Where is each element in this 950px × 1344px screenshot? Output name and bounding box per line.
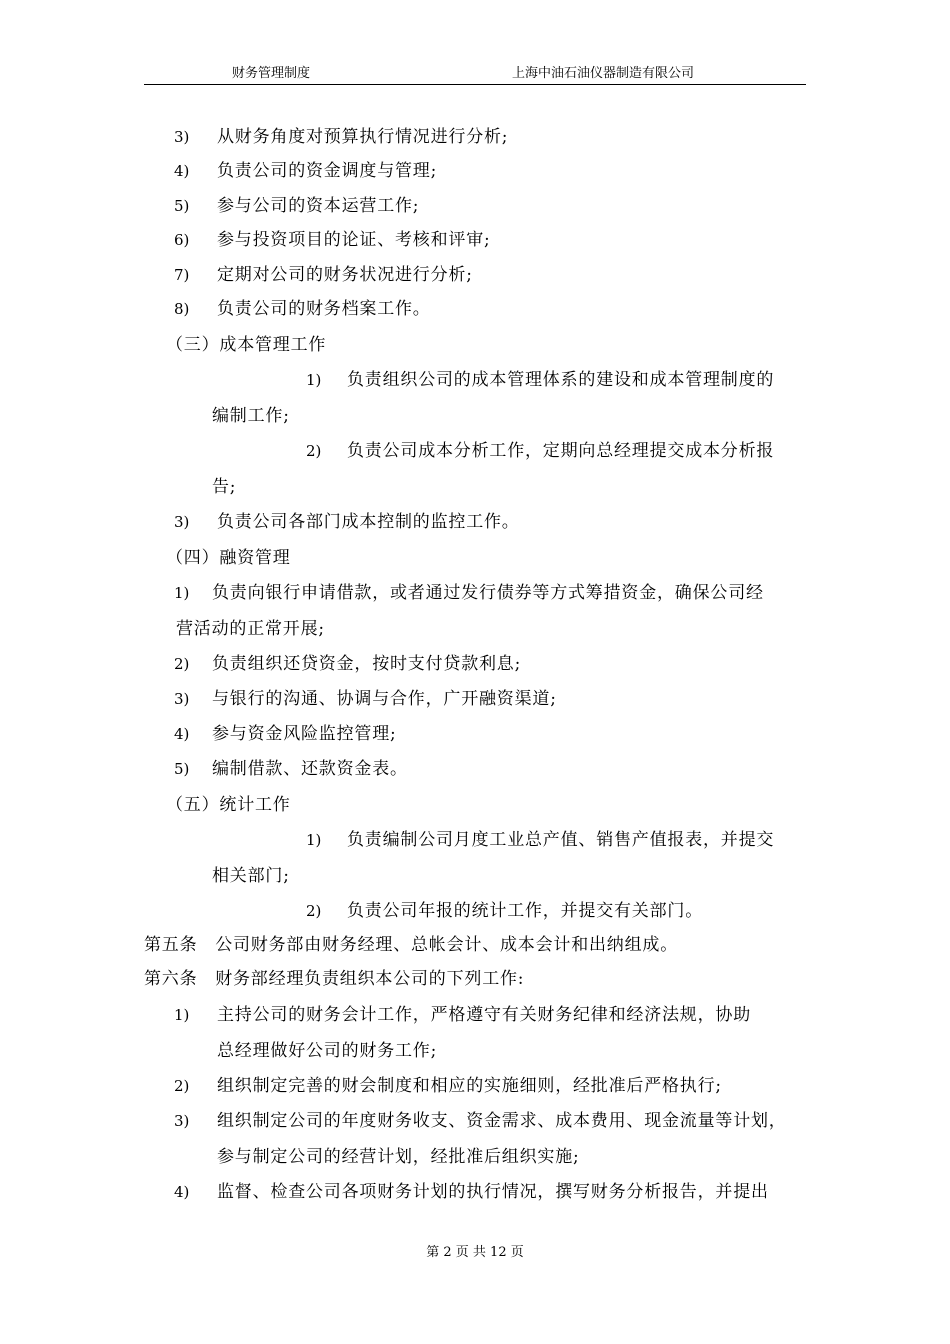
list-item: 负责编制公司月度工业总产值、销售产值报表，并提交 xyxy=(347,830,775,850)
list-item: 参与公司的资本运营工作; xyxy=(217,196,420,216)
article-5: 第五条 公司财务部由财务经理、总帐会计、成本会计和出纳组成。 xyxy=(144,935,678,955)
list-number: 1) xyxy=(174,1006,190,1024)
list-item: 负责公司各部门成本控制的监控工作。 xyxy=(217,512,520,532)
section-heading: （三）成本管理工作 xyxy=(166,335,327,355)
list-item-continuation: 告; xyxy=(212,477,237,497)
list-item: 负责公司年报的统计工作，并提交有关部门。 xyxy=(347,901,703,921)
header-rule xyxy=(144,84,806,85)
list-number: 1) xyxy=(306,831,322,849)
list-item: 负责向银行申请借款，或者通过发行债券等方式筹措资金，确保公司经 xyxy=(212,583,764,603)
article-6: 第六条 财务部经理负责组织本公司的下列工作: xyxy=(144,969,525,989)
list-item: 参与投资项目的论证、考核和评审; xyxy=(217,230,491,250)
list-number: 7) xyxy=(174,266,190,284)
list-item: 定期对公司的财务状况进行分析; xyxy=(217,265,473,285)
list-item: 从财务角度对预算执行情况进行分析; xyxy=(217,127,509,147)
list-number: 3) xyxy=(174,1112,190,1130)
list-number: 5) xyxy=(174,197,190,215)
list-item: 负责组织公司的成本管理体系的建设和成本管理制度的 xyxy=(347,370,775,390)
list-number: 4) xyxy=(174,1183,190,1201)
list-number: 2) xyxy=(174,1077,190,1095)
list-item: 负责公司的资金调度与管理; xyxy=(217,161,438,181)
list-item: 编制借款、还款资金表。 xyxy=(212,759,408,779)
list-number: 3) xyxy=(174,513,190,531)
list-number: 2) xyxy=(306,442,322,460)
header-company-name: 上海中油石油仪器制造有限公司 xyxy=(512,66,695,81)
list-number: 6) xyxy=(174,231,190,249)
list-item: 监督、检查公司各项财务计划的执行情况，撰写财务分析报告，并提出 xyxy=(217,1182,769,1202)
page-number: 第 2 页 共 12 页 xyxy=(426,1245,524,1260)
list-item: 与银行的沟通、协调与合作，广开融资渠道; xyxy=(212,689,557,709)
list-number: 2) xyxy=(174,655,190,673)
section-heading: （五）统计工作 xyxy=(166,795,291,815)
list-number: 4) xyxy=(174,725,190,743)
list-number: 3) xyxy=(174,690,190,708)
list-item: 主持公司的财务会计工作，严格遵守有关财务纪律和经济法规，协助 xyxy=(217,1005,751,1025)
list-number: 1) xyxy=(306,371,322,389)
list-item-continuation: 相关部门; xyxy=(212,866,290,886)
list-number: 3) xyxy=(174,128,190,146)
list-number: 1) xyxy=(174,584,190,602)
list-number: 4) xyxy=(174,162,190,180)
header-doc-title: 财务管理制度 xyxy=(232,66,311,81)
list-item-continuation: 编制工作; xyxy=(212,406,290,426)
section-heading: （四）融资管理 xyxy=(166,548,291,568)
list-item-continuation: 参与制定公司的经营计划，经批准后组织实施; xyxy=(217,1147,580,1167)
list-item: 负责公司成本分析工作，定期向总经理提交成本分析报 xyxy=(347,441,775,461)
list-item: 参与资金风险监控管理; xyxy=(212,724,397,744)
list-number: 5) xyxy=(174,760,190,778)
list-item: 负责组织还贷资金，按时支付贷款利息; xyxy=(212,654,522,674)
list-item-continuation: 总经理做好公司的财务工作; xyxy=(217,1041,438,1061)
list-item: 组织制定公司的年度财务收支、资金需求、成本费用、现金流量等计划， xyxy=(217,1111,787,1131)
list-number: 2) xyxy=(306,902,322,920)
list-item: 组织制定完善的财会制度和相应的实施细则，经批准后严格执行; xyxy=(217,1076,722,1096)
list-item: 负责公司的财务档案工作。 xyxy=(217,299,431,319)
list-number: 8) xyxy=(174,300,190,318)
list-item-continuation: 营活动的正常开展; xyxy=(176,619,325,639)
